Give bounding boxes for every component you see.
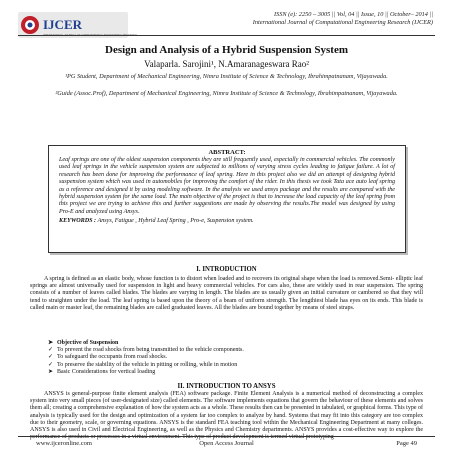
paper-title: Design and Analysis of a Hybrid Suspension System — [105, 44, 348, 56]
abstract-text: Leaf springs are one of the oldest suspension components they are still frequently used, especially in commercial vehicles. The commonly used leaf springs in the vehicle suspension system are subjected to millions of varying stress cycles leading to fatigue failure. A lot of research has been done for improving the performance of leaf spring. Here in this project also we did an attempt of designing hybrid suspension system which was used in automobiles for improving the comfort of the rider. In this thesis we took Tata ace auto leaf spring as a reference and designed it by using modeling software. In the analysis we used ansys package and the results are compared with the hybrid suspension system for the same load. The main objective of the project is that to increase the load capacity of the leaf spring from this project we are trying to achieve this and further suggestions are made by observing the results.The model was designed by using Pro-E and analyzed using Ansys. — [59, 157, 395, 215]
keywords-label: KEYWORDS : — [59, 218, 97, 225]
list-item-label: To safeguard the occupants from road shocks. — [57, 354, 168, 361]
introduction-paragraph: A spring is defined as an elastic body, whose function is to distort when loaded and to recovers its original shape when the load is removed.Semi- elliptic leaf springs are almost universally used for suspension in light and heavy commercial vehicles. For cars also, these are widely used in rear suspension. The spring consists of a number of leaves called blades. The blades are varying in length. The blades are us usually given an initial curvature or cambered so that they will tend to straighten under the load. The leaf spring is based upon the theory of a beam of uniform strength. The lengthiest blade has eyes on its ends. This blade is called main or master leaf, the remaining blades are called graduated leaves. All the blades are bound together by means of steel straps. — [30, 276, 423, 311]
list-item — [48, 362, 408, 369]
list-item-label: Basic Considerations for vertical loading — [57, 368, 156, 375]
section-heading-introduction: I. INTRODUCTION — [196, 266, 257, 273]
section-heading-ansys: II. INTRODUCTION TO ANSYS — [177, 383, 276, 390]
abstract-box — [48, 145, 406, 253]
keywords-line — [59, 218, 395, 224]
journal-logo-graphic — [18, 10, 138, 42]
header-divider — [18, 35, 435, 36]
list-item-label: Objective of Suspension — [57, 340, 119, 346]
check-bullet-icon: ✓ — [48, 361, 54, 368]
check-bullet-icon: ✓ — [48, 354, 54, 361]
footer-access: Open Access Journal — [199, 440, 254, 447]
svg-text:IJCER: IJCER — [43, 17, 83, 32]
affiliation-1: ¹PG Student, Department of Mechanical Engineering, Nimra Institute of Science & Technology, Ibrahimpatnanam, Vijayawada. — [65, 73, 388, 80]
list-item-label: To prevent the road shocks from being transmitted to the vehicle components. — [57, 347, 244, 354]
svg-text:INTERNATIONAL JOURNAL OF COMPU: INTERNATIONAL JOURNAL OF COMPUTATIONAL ENGINEERING RESEARCH — [43, 34, 138, 37]
footer-divider — [18, 436, 435, 437]
affiliation-2: ²Guide (Assoc.Prof), Department of Mechanical Engineering, Nimra Institute of Science & Technology, Ibrahimpatnanam, Vijayawada. — [55, 90, 398, 97]
ansys-paragraph: ANSYS is general-purpose finite element analysis (FEA) software package. Finite Element Analysis is a numerical method of deconstructing a complex system into very small pieces (of user-designated size) called elements. The software implements equations that govern the behaviour of these elements and solves them all; creating a comprehensive explanation of how the system acts as a whole. These results then can be presented in tabulated, or graphical forms. This type of analysis is typically used for the design and optimization of a system far too complex to analyze by hand. Systems that may fit into this category are too complex due to their geometry, scale, or governing equations. ANSYS is the standard FEA teaching tool within the Mechanical Engineering Department at many colleges. ANSYS is also used in Civil and Electrical Engineering, as well as the Physics and Chemistry departments. ANSYS provides a cost-effective way to explore the performance of products or processes in a virtual environment. This type of product development is termed virtual prototyping — [30, 391, 423, 441]
check-bullet-icon: ✓ — [48, 347, 54, 354]
abstract-heading: ABSTRACT: — [208, 149, 246, 156]
journal-info — [133, 11, 433, 27]
list-item-label: To preserve the stability of the vehicle in pitting or rolling, while in motion — [57, 361, 238, 368]
footer-page-number: Page 49 — [396, 440, 417, 447]
list-item — [48, 354, 408, 361]
paper-authors: Valaparla. Sarojini¹, N.Amaranageswara Rao² — [144, 59, 309, 69]
journal-name-line: International Journal of Computational Engineering Research (IJCER) — [252, 19, 433, 26]
list-item — [48, 369, 408, 376]
issn-line: ISSN (e): 2250 – 3005 || Vol, 04 || Issue, 10 || October– 2014 || — [273, 11, 433, 18]
arrow-bullet-icon: ➤ — [48, 340, 54, 346]
journal-logo — [18, 10, 138, 42]
suspension-list — [48, 340, 408, 376]
arrow-bullet-icon: ➤ — [48, 368, 54, 375]
keywords-text: Ansys, Fatigue , Hybrid Leaf Spring , Pro-e, Suspension system. — [97, 218, 254, 225]
footer-website-link[interactable]: www.ijceronline.com — [36, 440, 92, 447]
